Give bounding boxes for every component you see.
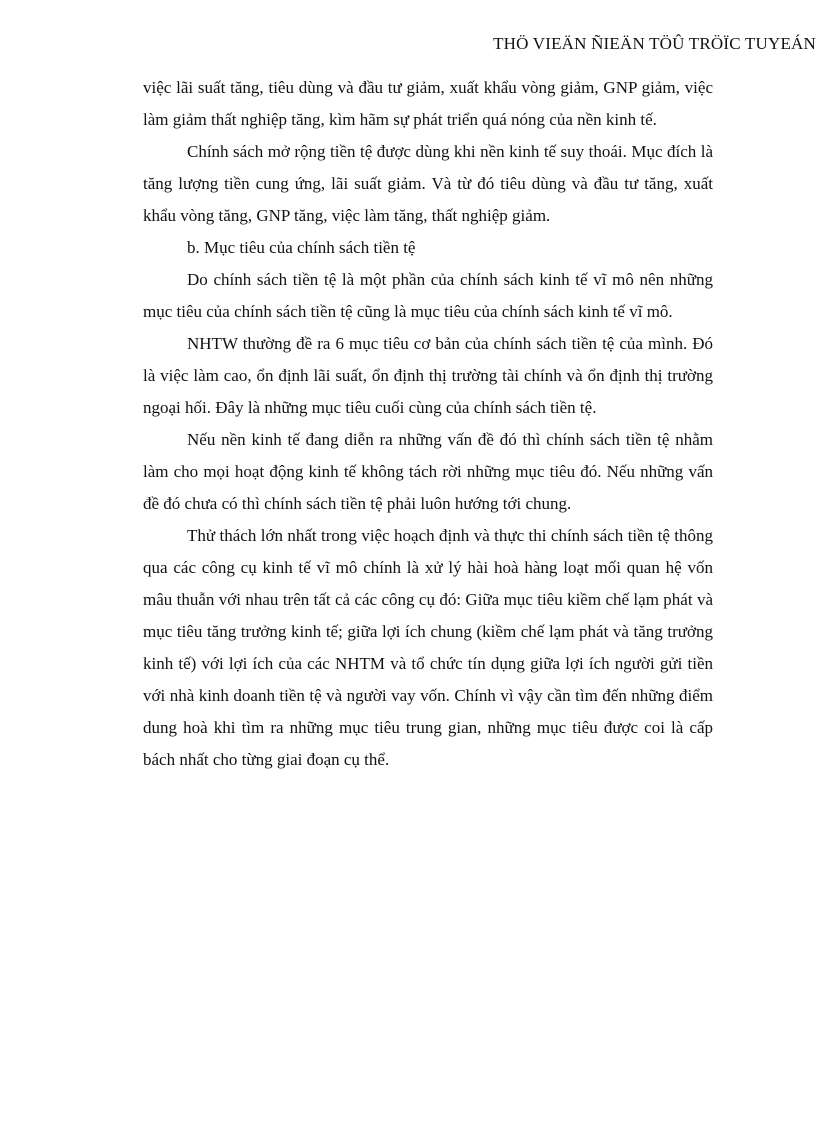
page-header-title: THÖ VIEÄN ÑIEÄN TÖÛ TRÖÏC TUYEÁN — [493, 34, 816, 53]
document-body — [143, 72, 713, 776]
paragraph-1: việc lãi suất tăng, tiêu dùng và đầu tư giảm, xuất khẩu vòng giảm, GNP giảm, việc làm giảm thất nghiệp tăng, kìm hãm sự phát triển quá nóng của nền kinh tế. — [143, 78, 713, 129]
paragraph-6: Thử thách lớn nhất trong việc hoạch định và thực thi chính sách tiền tệ thông qua các công cụ kinh tế vĩ mô chính là xử lý hài hoà hàng loạt mối quan hệ vốn mâu thuẫn với nhau trên tất cả các công cụ đó: Giữa mục tiêu kiềm chế lạm phát và mục tiêu tăng trưởng kinh tế; giữa lợi ích chung (kiềm chế lạm phát và tăng trưởng kinh tế) với lợi ích của các NHTM và tổ chức tín dụng giữa lợi ích người gửi tiền với nhà kinh doanh tiền tệ và người vay vốn. Chính vì vậy cần tìm đến những điểm dung hoà khi tìm ra những mục tiêu trung gian, những mục tiêu được coi là cấp bách nhất cho từng giai đoạn cụ thể. — [143, 526, 713, 769]
paragraph-3: Do chính sách tiền tệ là một phần của chính sách kinh tế vĩ mô nên những mục tiêu của chính sách tiền tệ cũng là mục tiêu của chính sách kinh tế vĩ mô. — [143, 270, 713, 321]
paragraph-4: NHTW thường đề ra 6 mục tiêu cơ bản của chính sách tiền tệ của mình. Đó là việc làm cao, ổn định lãi suất, ổn định thị trường tài chính và ổn định thị trường ngoại hối. Đây là những mục tiêu cuối cùng của chính sách tiền tệ. — [143, 334, 713, 417]
paragraph-5: Nếu nền kinh tế đang diễn ra những vấn đề đó thì chính sách tiền tệ nhằm làm cho mọi hoạt động kinh tế không tách rời những mục tiêu đó. Nếu những vấn đề đó chưa có thì chính sách tiền tệ phải luôn hướng tới chung. — [143, 430, 713, 513]
paragraph-2: Chính sách mở rộng tiền tệ được dùng khi nền kinh tế suy thoái. Mục đích là tăng lượng tiền cung ứng, lãi suất giảm. Và từ đó tiêu dùng và đầu tư tăng, xuất khẩu vòng tăng, GNP tăng, việc làm tăng, thất nghiệp giảm. — [143, 142, 713, 225]
section-heading: b. Mục tiêu của chính sách tiền tệ — [187, 238, 416, 257]
